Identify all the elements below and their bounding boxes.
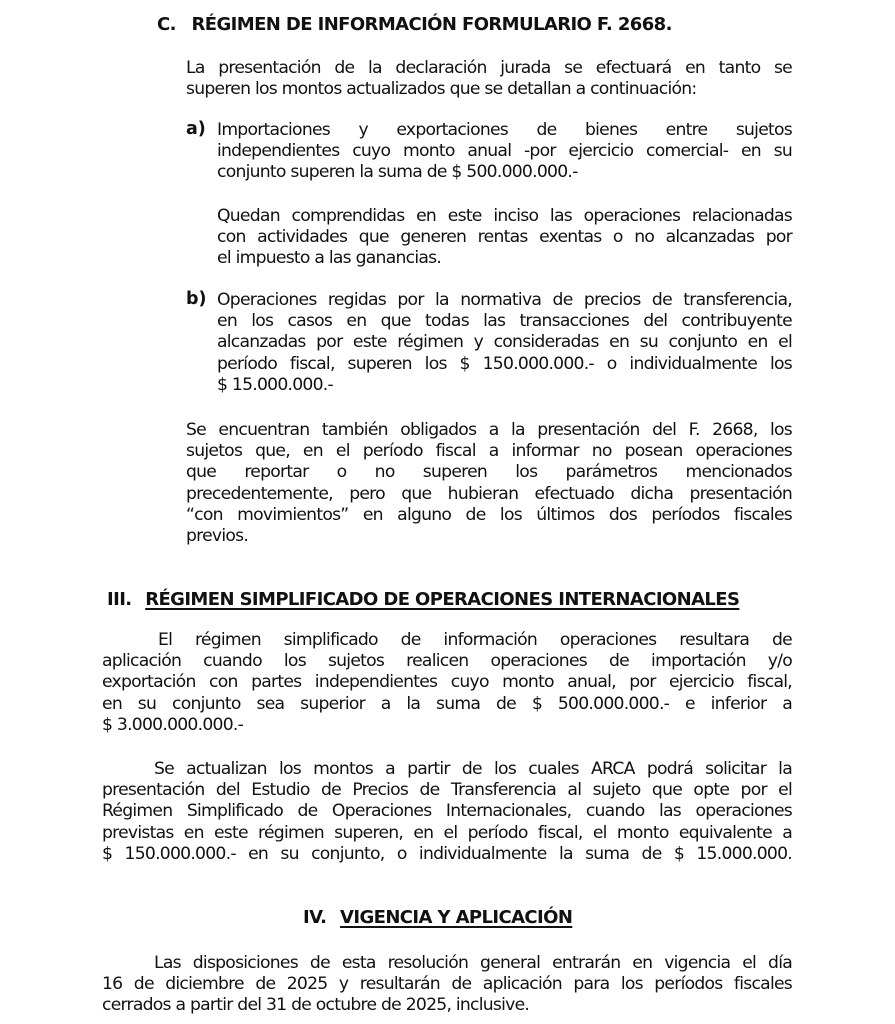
section-iii-label: III. [107,589,132,610]
section-c-title: RÉGIMEN DE INFORMACIÓN FORMULARIO F. 2668. [191,14,672,35]
text-line: Régimen Simplificado de Operaciones Internacionales, cuando las operaciones [102,801,792,822]
text-line: alcanzadas por este régimen y consideradas en su conjunto en el [217,332,792,353]
section-c-heading [157,14,672,35]
text-line: $ 15.000.000.- [217,374,333,395]
text-line: sujetos que, en el período fiscal a informar no posean operaciones [186,441,792,462]
item-a-label: a) [186,119,206,139]
text-line: Importaciones y exportaciones de bienes entre sujetos [217,120,792,140]
item-a-text [217,120,792,184]
text-line: El régimen simplificado de información operaciones resultara de [158,630,792,650]
section-iv-heading [303,907,572,928]
text-line: independientes cuyo monto anual -por ejercicio comercial- en su [217,141,792,162]
text-line: precedentemente, pero que hubieran efectuado dicha presentación [186,483,792,504]
section-iv-title: VIGENCIA Y APLICACIÓN [340,907,573,928]
text-line: el impuesto a las ganancias. [217,248,442,269]
section-c-label: C. [157,14,176,35]
text-line: La presentación de la declaración jurada se efectuará en tanto se [186,58,792,78]
text-line: en su conjunto sea superior a la suma de $ 500.000.000.- e inferior a [102,693,792,714]
item-b-text [217,290,792,396]
section-iii-paragraph-2 [102,759,792,865]
text-line: Operaciones regidas por la normativa de precios de transferencia, [217,290,792,310]
text-line: exportación con partes independientes cuyo monto anual, por ejercicio fiscal, [102,672,792,693]
item-a-note [217,206,792,270]
section-iii-heading [107,589,739,610]
text-line: Se encuentran también obligados a la presentación del F. 2668, los [186,420,792,440]
text-line: con actividades que generen rentas exentas o no alcanzadas por [217,227,792,248]
text-line: aplicación cuando los sujetos realicen operaciones de importación y/o [102,651,792,672]
section-iv-label: IV. [303,907,327,928]
text-line: Quedan comprendidas en este inciso las operaciones relacionadas [217,206,792,226]
section-c-closing [186,420,792,547]
text-line: 16 de diciembre de 2025 y resultarán de aplicación para los períodos fiscales [102,974,792,995]
text-line: período fiscal, superen los $ 150.000.000.- o individualmente los [217,353,792,374]
section-iv-paragraph [102,953,792,1017]
text-line: $ 3.000.000.000.- [102,714,244,735]
text-line: cerrados a partir del 31 de octubre de 2025, inclusive. [102,995,530,1016]
item-b-label: b) [186,289,207,309]
text-line: que reportar o no superen los parámetros mencionados [186,462,792,483]
text-line: Las disposiciones de esta resolución general entrarán en vigencia el día [154,953,792,973]
text-line: en los casos en que todas las transacciones del contribuyente [217,311,792,332]
text-line: $ 150.000.000.- en su conjunto, o individualmente la suma de $ 15.000.000. [102,843,792,864]
text-line: “con movimientos” en alguno de los últimos dos períodos fiscales [186,504,792,525]
text-line: previos. [186,526,249,547]
text-line: previstas en este régimen superen, en el período fiscal, el monto equivalente a [102,822,792,843]
section-iii-paragraph-1 [102,630,792,736]
section-c-intro [186,58,792,100]
text-line: presentación del Estudio de Precios de Transferencia al sujeto que opte por el [102,780,792,801]
text-line: Se actualizan los montos a partir de los cuales ARCA podrá solicitar la [154,759,792,779]
text-line: conjunto superen la suma de $ 500.000.000.- [217,162,578,183]
text-line: superen los montos actualizados que se detallan a continuación: [186,79,697,100]
section-iii-title: RÉGIMEN SIMPLIFICADO DE OPERACIONES INTERNACIONALES [145,589,740,610]
